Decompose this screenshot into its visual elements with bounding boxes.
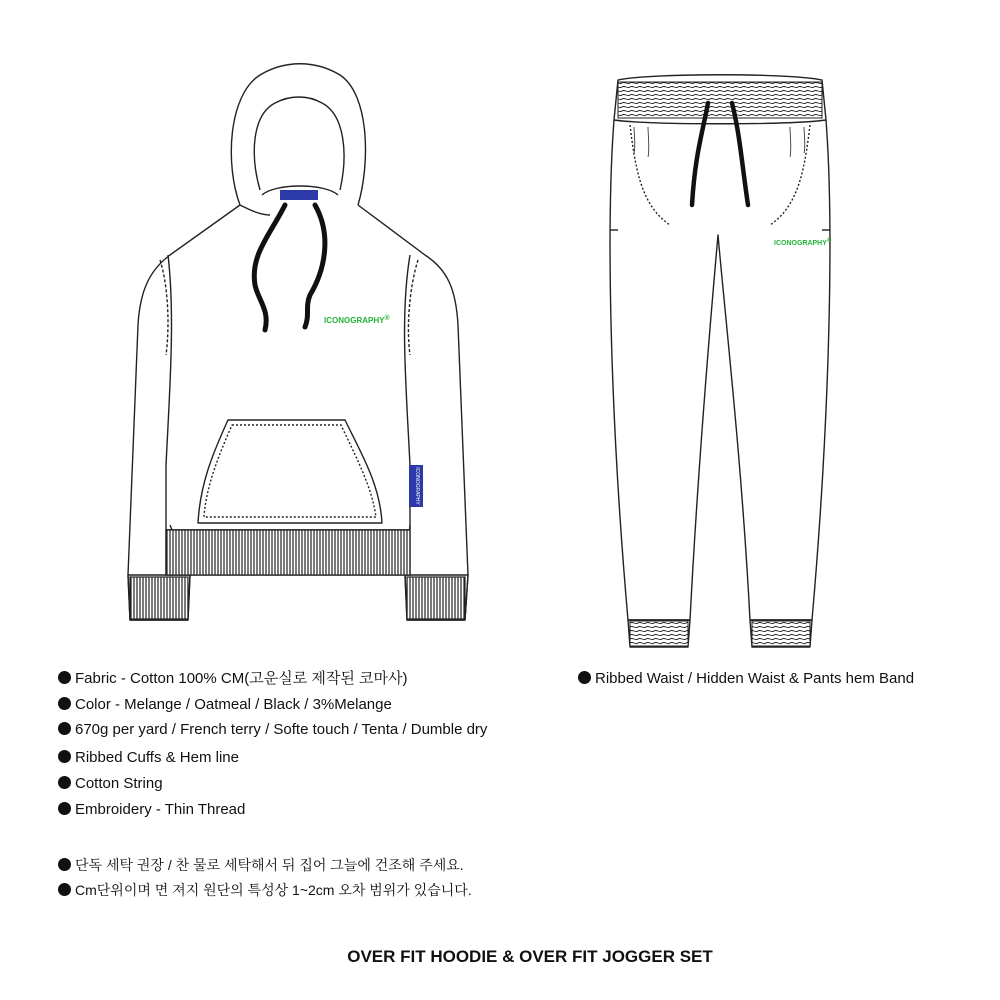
bullet-icon [578,671,591,684]
care-note-wash: 단독 세탁 권장 / 찬 물로 세탁해서 뒤 집어 그늘에 건조해 주세요. [58,858,464,872]
spec-embroidery: Embroidery - Thin Thread [58,802,245,817]
bullet-icon [58,671,71,684]
spec-weight: 670g per yard / French terry / Softe touch / Tenta / Dumble dry [58,722,487,737]
bullet-icon [58,776,71,789]
left-drawstring [254,205,285,330]
right-drawstring [305,205,325,327]
kangaroo-pocket [198,420,382,523]
left-ankle-rib [630,621,688,646]
side-tag-text: ICONOGRAPHY [414,467,420,505]
hood-opening [254,97,344,190]
product-set-title: OVER FIT HOODIE & OVER FIT JOGGER SET [347,947,713,966]
left-pocket [630,125,670,225]
bullet-icon [58,722,71,735]
bullet-icon [58,750,71,763]
hem-rib [166,530,410,575]
bullet-icon [58,697,71,710]
bullet-icon [58,883,71,896]
right-ankle-rib [752,621,810,646]
jogger-flat-sketch [590,65,850,655]
jogger-brand-embroidery: ICONOGRAPHY® [774,238,832,247]
spec-ribbed-waist: Ribbed Waist / Hidden Waist & Pants hem Band [578,671,914,686]
bullet-icon [58,858,71,871]
spec-color: Color - Melange / Oatmeal / Black / 3%Melange [58,697,392,712]
spec-ribbed-cuffs: Ribbed Cuffs & Hem line [58,750,239,765]
jogger-legs [610,120,830,620]
spec-cotton-string: Cotton String [58,776,163,791]
left-cuff-rib [130,577,188,619]
hoodie-brand-embroidery: ICONOGRAPHY® [324,315,390,325]
care-note-tolerance: Cm단위이며 면 져지 원단의 특성상 1~2cm 오차 범위가 있습니다. [58,883,472,897]
spec-fabric: Fabric - Cotton 100% CM(고운실로 제작된 코마사) [58,671,407,686]
hood-outline [231,64,365,205]
waist-rib [618,82,822,118]
right-cuff-rib [407,577,465,619]
right-pocket [770,125,810,225]
hoodie-flat-sketch [100,55,470,635]
neck-label [280,190,318,200]
bullet-icon [58,802,71,815]
